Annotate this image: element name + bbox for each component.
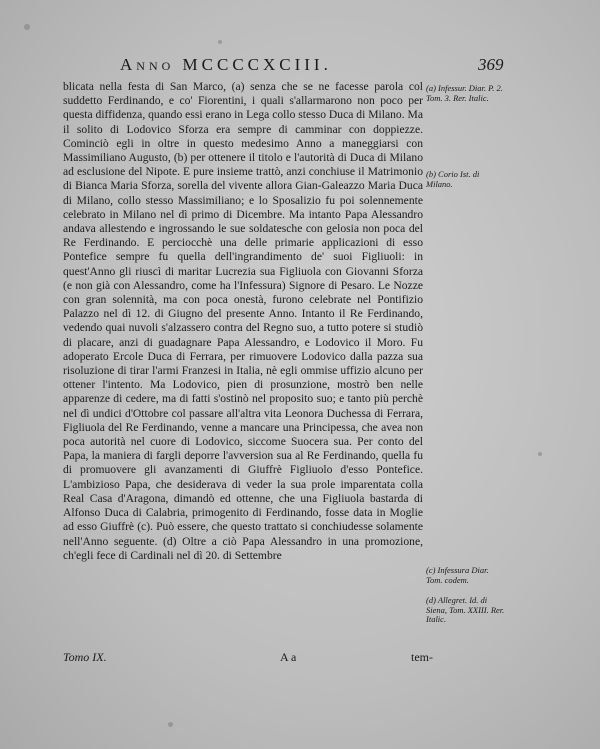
paper-stain <box>218 40 222 44</box>
paper-stain <box>538 452 542 456</box>
margin-note-d: (d) Allegret. Id. di Siena, Tom. XXIII. Rer. Italic. <box>426 595 505 624</box>
page-number: 369 <box>478 55 504 74</box>
margin-note-b: (b) Corio Ist. di Milano. <box>426 169 480 189</box>
page-footer <box>63 650 433 668</box>
paper-stain <box>24 24 30 30</box>
margin-note-a: (a) Infessur. Diar. P. 2. Tom. 3. Rer. Italic. <box>426 83 503 103</box>
margin-note-c: (c) Infessura Diar. Tom. codem. <box>426 565 489 585</box>
catchword: tem- <box>411 650 433 664</box>
paper-stain <box>168 722 173 727</box>
signature-mark: A a <box>280 650 297 664</box>
volume-label: Tomo IX. <box>63 650 107 664</box>
body-text: blicata nella festa di San Marco, (a) senza che se ne facesse parola col suddetto Ferdinando, e co' Fiorentini, i quali s'allarmarono non poco per questa diffidenza, quando essi erano in Lega collo stesso Duca di Milano. Ma il solito di Lodovico Sforza era sempre di camminar con doppiezze. Cominciò egli in oltre in questo medesimo Anno a maneggiarsi con Massimiliano Augusto, (b) per ottenere il titolo e l'autorità di Duca di Milano ad esclusione del Nipote. E pure insieme trattò, anzi conchiuse il Matrimonio di Bianca Maria Sforza, sorella del vivente allora Gian-Galeazzo Maria Duca di Milano, collo stesso Massimiliano; e lo Sposalizio fu poi solennemente celebrato in Milano nel dì primo di Dicembre. Ma intanto Papa Alessandro andava allestendo e ingrossando le sue soldatesche con gelosia non poca del Re Ferdinando. E perciocchè una delle primarie applicazioni di esso Pontefice sempre fu quella dell'ingrandimento de' suoi Figliuoli: in quest'Anno gli riuscì di maritar Lucrezia sua Figliuola con Giovanni Sforza (e non già con Alessandro, come ha l'Infessura) Signore di Pesaro. Le Nozze con gran solennità, ma con poca onestà, furono celebrate nel Pontifizio Palazzo nel dì 12. di Giugno del presente Anno. Intanto il Re Ferdinando, vedendo quai nuvoli s'alzassero contra del Regno suo, a tutto potere si studiò di placare, anzi di guadagnare Papa Alessandro, e Lodovico il Moro. Fu adoperato Ercole Duca di Ferrara, per rimuovere Lodovico dalla pazza sua risoluzione di tirar l'armi Franzesi in Italia, nè egli ommise uffizio alcuno per ottener l'intento. Ma Lodovico, pien di prosunzione, mostrò ben nelle apparenze di cedere, ma di fatti s'ostinò nel proposito suo; e tanto più perchè nel dì undici d'Ottobre col passare all'altra vita Leonora Duchessa di Ferrara, Figliuola del Re Ferdinando, venne a mancare una Principessa, che avea non poca autorità nel cuore di Lodovico, siccome Suocera sua. Per conto del Papa, la maniera di fargli deporre l'avversion sua al Re Ferdinando, quella fu di promuovere gli avanzamenti di Giuffrè Figliuolo d'esso Pontefice. L'ambizioso Papa, che desiderava di veder la sua prole imparentata colla Real Casa d'Aragona, dimandò ed ottenne, che una Figliuola bastarda di Alfonso Duca di Calabria, primogenito di Ferdinando, fosse data in Moglie ad esso Giuffrè (c). Può essere, che questo trattato si conchiudesse solamente nell'Anno seguente. (d) Oltre a ciò Papa Alessandro in una promozione, ch'egli fece di Cardinali nel dì 20. di Settembre <box>63 80 423 562</box>
running-title: Anno MCCCCXCIII. <box>120 55 332 74</box>
